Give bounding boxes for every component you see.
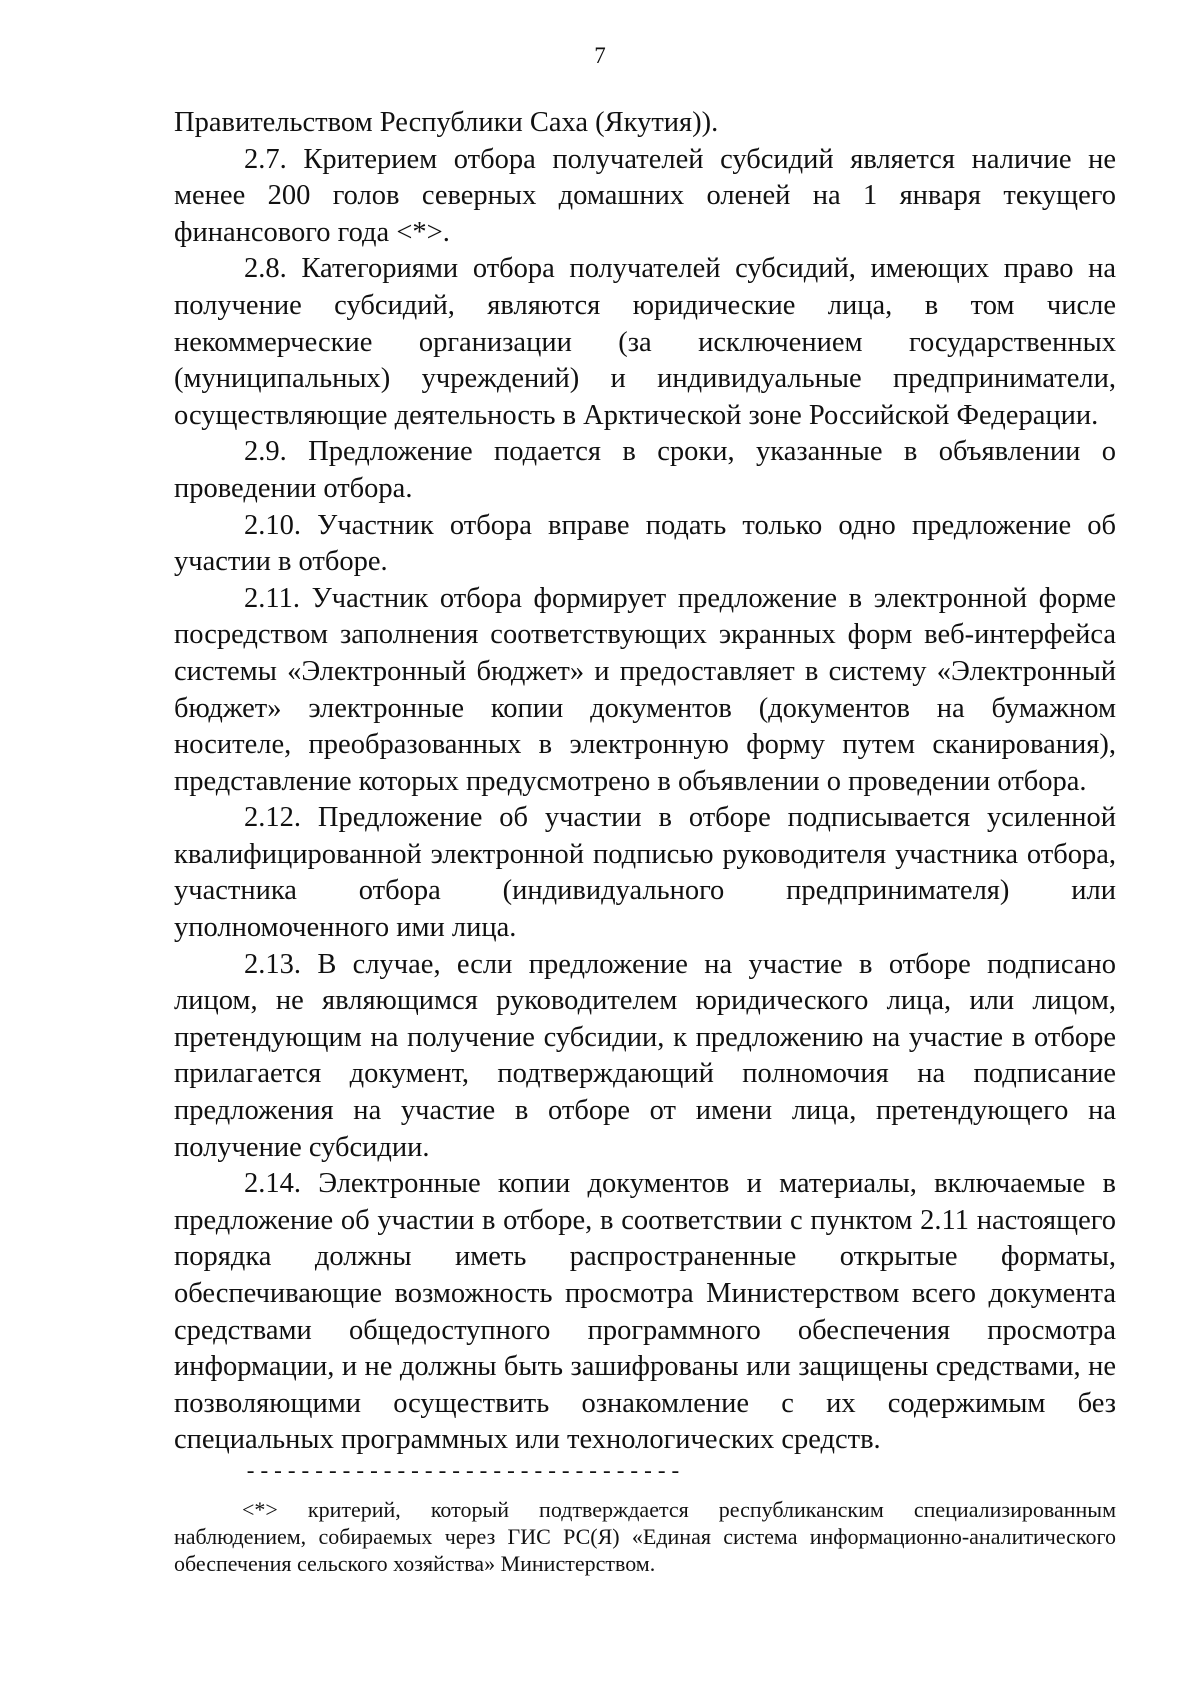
footnote-separator: -------------------------------- bbox=[244, 1460, 683, 1485]
footnote bbox=[174, 1496, 1116, 1577]
paragraph-continuation: Правительством Республики Саха (Якутия)). bbox=[174, 107, 719, 138]
footnote-text: <*> критерий, который подтверждается республиканским специализированным наблюдением, собираемых через ГИС РС(Я) «Единая система информационно-аналитического обеспечения сельского хозяйства» Министерством. bbox=[174, 1497, 1116, 1576]
paragraph-2-12: 2.12. Предложение об участии в отборе подписывается усиленной квалифицированной электронной подписью руководителя участника отбора, участника отбора (индивидуального предпринимателя) или уполномоченного ими лица. bbox=[174, 802, 1116, 944]
paragraph-2-13: 2.13. В случае, если предложение на участие в отборе подписано лицом, не являющимся руководителем юридического лица, или лицом, претендующим на получение субсидии, к предложению на участие в отборе прилагается документ, подтверждающий полномочия на подписание предложения на участие в отборе от имени лица, претендующего на получение субсидии. bbox=[174, 948, 1116, 1163]
paragraph-2-14: 2.14. Электронные копии документов и материалы, включаемые в предложение об участии в отборе, в соответствии с пунктом 2.11 настоящего порядка должны иметь распространенные открытые форматы, обеспечивающие возможность просмотра Министерством всего документа средствами общедоступного программного обеспечения просмотра информации, и не должны быть зашифрованы или защищены средствами, не позволяющими осуществить ознакомление с их содержимым без специальных программных или технологических средств. bbox=[174, 1168, 1116, 1456]
paragraph-2-8: 2.8. Категориями отбора получателей субсидий, имеющих право на получение субсидий, являются юридические лица, в том числе некоммерческие организации (за исключением государственных (муниципальных) учреждений) и индивидуальные предприниматели, осуществляющие деятельность в Арктической зоне Российской Федерации. bbox=[174, 253, 1116, 431]
document-body bbox=[174, 105, 1116, 1459]
paragraph-2-11: 2.11. Участник отбора формирует предложение в электронной форме посредством заполнения соответствующих экранных форм веб-интерфейса системы «Электронный бюджет» и предоставляет в систему «Электронный бюджет» электронные копии документов (документов на бумажном носителе, преобразованных в электронную форму путем сканирования), представление которых предусмотрено в объявлении о проведении отбора. bbox=[174, 582, 1116, 797]
paragraph-2-7: 2.7. Критерием отбора получателей субсидий является наличие не менее 200 голов северных домашних оленей на 1 января текущего финансового года <*>. bbox=[174, 143, 1116, 248]
page-number: 7 bbox=[594, 43, 606, 68]
paragraph-2-9: 2.9. Предложение подается в сроки, указанные в объявлении о проведении отбора. bbox=[174, 436, 1116, 504]
paragraph-2-10: 2.10. Участник отбора вправе подать только одно предложение об участии в отборе. bbox=[174, 509, 1116, 578]
